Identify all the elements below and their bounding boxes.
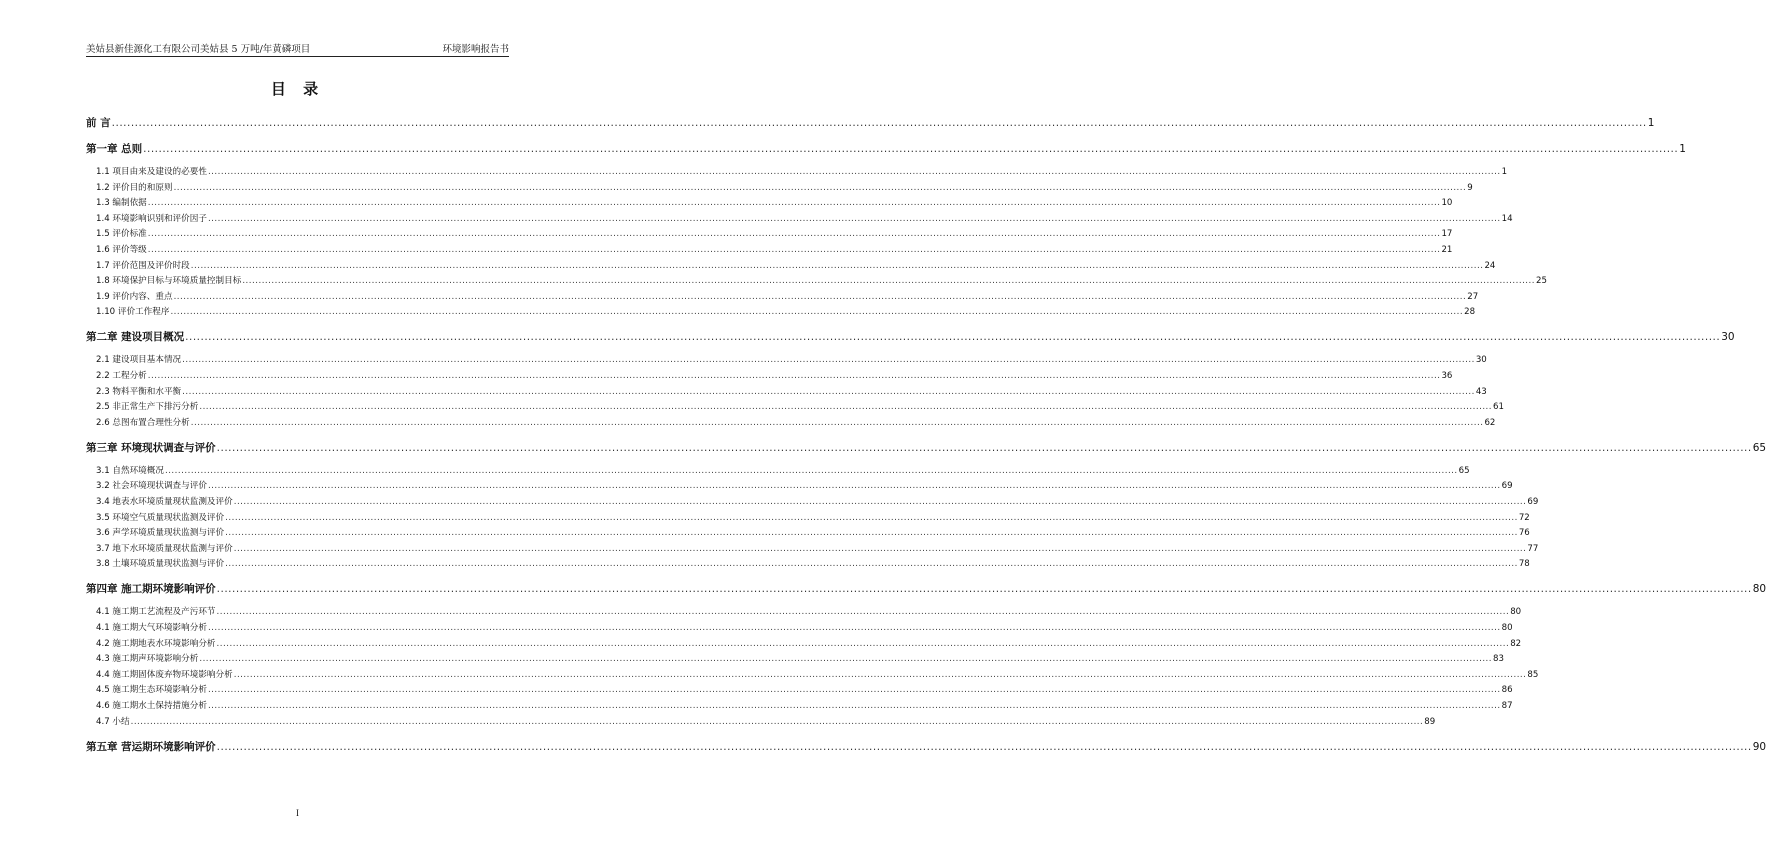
toc-entry-title: 3.8 土壤环境质量现状监测与评价 xyxy=(96,559,225,570)
toc-entry-title: 3.5 环境空气质量现状监测及评价 xyxy=(96,512,225,523)
toc-leader-dots: ................................................................................................................................................................................................................................................................................................................................................................................................................ xyxy=(233,669,1527,680)
toc-entry-page: 72 xyxy=(1518,512,1530,523)
toc-section-entry[interactable] xyxy=(86,274,1547,287)
toc-entry-title: 1.5 评价标准 xyxy=(96,229,147,240)
toc-entry-page: 83 xyxy=(1493,654,1504,665)
toc-entry-title: 4.1 施工期工艺流程及产污环节 xyxy=(96,607,216,618)
toc-entry-page: 80 xyxy=(1752,583,1766,596)
toc-entry-title: 2.3 物料平衡和水平衡 xyxy=(96,386,182,397)
toc-leader-dots: ................................................................................................................................................................................................................................................................................................................................................................................................................ xyxy=(216,607,1510,618)
toc-entry-page: 65 xyxy=(1752,441,1766,454)
toc-section-entry[interactable] xyxy=(86,621,1513,633)
toc-entry-page: 80 xyxy=(1501,623,1513,633)
toc-leader-dots: ................................................................................................................................................................................................................................................................................................................................................................................................................ xyxy=(111,117,1647,129)
toc-entry-page: 9 xyxy=(1467,182,1473,193)
toc-section-entry[interactable] xyxy=(86,668,1539,680)
toc-chapter-entry[interactable] xyxy=(86,329,1735,344)
toc-entry-page: 86 xyxy=(1501,685,1513,696)
toc-chapter-entry[interactable] xyxy=(86,115,1655,130)
toc-leader-dots: ................................................................................................................................................................................................................................................................................................................................................................................................................ xyxy=(216,740,1752,753)
toc-entry-page: 87 xyxy=(1501,701,1513,711)
toc-leader-dots: ................................................................................................................................................................................................................................................................................................................................................................................................................ xyxy=(190,260,1484,271)
toc-leader-dots: ................................................................................................................................................................................................................................................................................................................................................................................................................ xyxy=(130,716,1424,727)
toc-leader-dots: ................................................................................................................................................................................................................................................................................................................................................................................................................ xyxy=(147,229,1441,240)
toc-leader-dots: ................................................................................................................................................................................................................................................................................................................................................................................................................ xyxy=(207,623,1501,633)
toc-entry-title: 4.6 施工期水土保持措施分析 xyxy=(96,701,207,711)
toc-leader-dots: ................................................................................................................................................................................................................................................................................................................................................................................................................ xyxy=(199,654,1493,665)
toc-leader-dots: ................................................................................................................................................................................................................................................................................................................................................................................................................ xyxy=(147,245,1441,255)
toc-chapter-entry[interactable] xyxy=(86,440,1766,455)
toc-entry-title: 3.7 地下水环境质量现状监测与评价 xyxy=(96,543,233,554)
toc-entry-page: 61 xyxy=(1493,402,1504,413)
toc-section-entry[interactable] xyxy=(86,259,1496,271)
toc-entry-page: 90 xyxy=(1752,740,1766,753)
toc-leader-dots: ................................................................................................................................................................................................................................................................................................................................................................................................................ xyxy=(182,386,1475,397)
toc-entry-title: 3.6 声学环境质量现状监测与评价 xyxy=(96,528,225,539)
toc-leader-dots: ................................................................................................................................................................................................................................................................................................................................................................................................................ xyxy=(170,307,1464,318)
toc-leader-dots: ................................................................................................................................................................................................................................................................................................................................................................................................................ xyxy=(182,355,1475,366)
toc-entry-page: 30 xyxy=(1721,331,1735,344)
toc-entry-title: 1.6 评价等级 xyxy=(96,245,147,255)
toc-section-entry[interactable] xyxy=(86,652,1504,665)
toc-entry-title: 第一章 总则 xyxy=(86,143,143,155)
toc-entry-page: 30 xyxy=(1475,355,1487,366)
toc-section-entry[interactable] xyxy=(86,416,1496,428)
toc-entry-page: 1 xyxy=(1501,167,1508,177)
toc-entry-page: 85 xyxy=(1527,669,1539,680)
toc-section-entry[interactable] xyxy=(86,511,1530,523)
toc-entry-title: 2.1 建设项目基本情况 xyxy=(96,355,182,366)
toc-leader-dots: ................................................................................................................................................................................................................................................................................................................................................................................................................ xyxy=(143,143,1679,155)
toc-section-entry[interactable] xyxy=(86,243,1453,255)
toc-leader-dots: ................................................................................................................................................................................................................................................................................................................................................................................................................ xyxy=(147,371,1441,381)
toc-entry-page: 78 xyxy=(1518,559,1530,570)
toc-entry-page: 89 xyxy=(1424,716,1436,727)
toc-leader-dots: ................................................................................................................................................................................................................................................................................................................................................................................................................ xyxy=(233,497,1527,507)
toc-section-entry[interactable] xyxy=(86,181,1473,193)
toc-section-entry[interactable] xyxy=(86,605,1522,618)
toc-entry-title: 2.2 工程分析 xyxy=(96,371,147,381)
toc-section-entry[interactable] xyxy=(86,464,1470,476)
toc-entry-page: 80 xyxy=(1510,607,1522,618)
toc-chapter-entry[interactable] xyxy=(86,739,1766,754)
toc-entry-title: 1.1 项目由来及建设的必要性 xyxy=(96,167,207,177)
header-project-title: 美姑县新佳源化工有限公司美姑县 5 万吨/年黄磷项目 xyxy=(86,44,311,55)
toc-entry-page: 1 xyxy=(1679,143,1686,155)
toc-entry-page: 27 xyxy=(1467,291,1479,302)
toc-leader-dots: ................................................................................................................................................................................................................................................................................................................................................................................................................ xyxy=(207,213,1501,224)
toc-entry-page: 36 xyxy=(1441,371,1453,381)
toc-entry-title: 第二章 建设项目概况 xyxy=(86,331,185,344)
toc-entry-title: 1.4 环境影响识别和评价因子 xyxy=(96,213,207,224)
toc-entry-title: 4.1 施工期大气环境影响分析 xyxy=(96,623,207,633)
toc-section-entry[interactable] xyxy=(86,715,1436,727)
toc-leader-dots: ................................................................................................................................................................................................................................................................................................................................................................................................................ xyxy=(242,276,1535,287)
toc-section-entry[interactable] xyxy=(86,196,1453,209)
toc-entry-page: 24 xyxy=(1484,260,1496,271)
toc-section-entry[interactable] xyxy=(86,495,1539,507)
toc-leader-dots: ................................................................................................................................................................................................................................................................................................................................................................................................................ xyxy=(216,441,1752,454)
toc-entry-title: 前 言 xyxy=(86,117,111,129)
toc-entry-title: 3.4 地表水环境质量现状监测及评价 xyxy=(96,497,233,507)
toc-entry-page: 17 xyxy=(1441,229,1453,240)
toc-section-entry[interactable] xyxy=(86,699,1513,711)
toc-entry-title: 1.3 编制依据 xyxy=(96,198,147,209)
toc-entry-title: 4.4 施工期固体废弃物环境影响分析 xyxy=(96,669,233,680)
toc-chapter-entry[interactable] xyxy=(86,581,1766,596)
toc-leader-dots: ................................................................................................................................................................................................................................................................................................................................................................................................................ xyxy=(225,528,1518,539)
toc-entry-page: 76 xyxy=(1518,528,1530,539)
toc-title: 目 录 xyxy=(270,80,325,98)
toc-leader-dots: ................................................................................................................................................................................................................................................................................................................................................................................................................ xyxy=(207,685,1501,696)
toc-entry-title: 第四章 施工期环境影响评价 xyxy=(86,583,216,596)
toc-section-entry[interactable] xyxy=(86,290,1479,302)
toc-leader-dots: ................................................................................................................................................................................................................................................................................................................................................................................................................ xyxy=(173,291,1467,302)
toc-entry-page: 14 xyxy=(1501,213,1513,224)
toc-leader-dots: ................................................................................................................................................................................................................................................................................................................................................................................................................ xyxy=(185,331,1721,344)
toc-leader-dots: ................................................................................................................................................................................................................................................................................................................................................................................................................ xyxy=(207,167,1501,177)
toc-section-entry[interactable] xyxy=(86,400,1504,413)
toc-leader-dots: ................................................................................................................................................................................................................................................................................................................................................................................................................ xyxy=(207,701,1501,711)
toc-entry-page: 28 xyxy=(1464,307,1476,318)
toc-entry-title: 2.6 总图布置合理性分析 xyxy=(96,417,190,428)
toc-section-entry[interactable] xyxy=(86,526,1530,539)
toc-entry-page: 25 xyxy=(1536,276,1547,287)
toc-entry-title: 1.10 评价工作程序 xyxy=(96,307,170,318)
toc-entry-title: 4.5 施工期生态环境影响分析 xyxy=(96,685,207,696)
toc-entry-page: 43 xyxy=(1475,386,1487,397)
toc-entry-page: 21 xyxy=(1441,245,1453,255)
toc-chapter-entry[interactable] xyxy=(86,141,1686,156)
toc-section-entry[interactable] xyxy=(86,557,1530,570)
toc-leader-dots: ................................................................................................................................................................................................................................................................................................................................................................................................................ xyxy=(147,198,1441,209)
toc-section-entry[interactable] xyxy=(86,305,1476,318)
toc-entry-page: 1 xyxy=(1647,117,1655,129)
toc-section-entry[interactable] xyxy=(86,369,1453,381)
toc-entry-title: 1.2 评价目的和原则 xyxy=(96,182,173,193)
toc-entry-page: 69 xyxy=(1527,497,1539,507)
toc-leader-dots: ................................................................................................................................................................................................................................................................................................................................................................................................................ xyxy=(190,417,1484,428)
toc-entry-title: 1.9 评价内容、重点 xyxy=(96,291,173,302)
toc-entry-page: 65 xyxy=(1458,465,1470,476)
toc-section-entry[interactable] xyxy=(86,637,1522,649)
toc-section-entry[interactable] xyxy=(86,385,1487,397)
toc-entry-title: 3.1 自然环境概况 xyxy=(96,465,164,476)
toc-entry-page: 77 xyxy=(1527,543,1539,554)
toc-section-entry[interactable] xyxy=(86,353,1487,366)
toc-leader-dots: ................................................................................................................................................................................................................................................................................................................................................................................................................ xyxy=(173,182,1467,193)
toc-entry-title: 1.7 评价范围及评价时段 xyxy=(96,260,190,271)
page-number: I xyxy=(296,808,299,818)
toc-section-entry[interactable] xyxy=(86,227,1453,240)
running-header xyxy=(86,40,509,57)
toc-entry-page: 10 xyxy=(1441,198,1453,209)
toc-section-entry[interactable] xyxy=(86,212,1513,224)
toc-entry-page: 82 xyxy=(1510,638,1522,649)
toc-entry-page: 62 xyxy=(1484,417,1496,428)
toc-entry-title: 第三章 环境现状调查与评价 xyxy=(86,441,216,454)
toc-leader-dots: ................................................................................................................................................................................................................................................................................................................................................................................................................ xyxy=(164,465,1458,476)
toc-leader-dots: ................................................................................................................................................................................................................................................................................................................................................................................................................ xyxy=(207,481,1501,492)
toc-leader-dots: ................................................................................................................................................................................................................................................................................................................................................................................................................ xyxy=(225,559,1518,570)
toc-entry-title: 1.8 环境保护目标与环境质量控制目标 xyxy=(96,276,242,287)
toc-leader-dots: ................................................................................................................................................................................................................................................................................................................................................................................................................ xyxy=(216,638,1510,649)
toc-entry-page: 69 xyxy=(1501,481,1513,492)
toc-leader-dots: ................................................................................................................................................................................................................................................................................................................................................................................................................ xyxy=(233,543,1527,554)
toc-section-entry[interactable] xyxy=(86,479,1513,492)
toc-leader-dots: ................................................................................................................................................................................................................................................................................................................................................................................................................ xyxy=(216,583,1752,596)
header-report-type: 环境影响报告书 xyxy=(442,44,509,55)
toc-leader-dots: ................................................................................................................................................................................................................................................................................................................................................................................................................ xyxy=(225,512,1518,523)
toc-leader-dots: ................................................................................................................................................................................................................................................................................................................................................................................................................ xyxy=(199,402,1493,413)
toc-entry-title: 4.2 施工期地表水环境影响分析 xyxy=(96,638,216,649)
toc-entry-title: 4.3 施工期声环境影响分析 xyxy=(96,654,199,665)
toc-entry-title: 2.5 非正常生产下排污分析 xyxy=(96,402,199,413)
toc-entry-title: 3.2 社会环境现状调查与评价 xyxy=(96,481,207,492)
toc-entry-title: 4.7 小结 xyxy=(96,716,130,727)
toc-section-entry[interactable] xyxy=(86,165,1508,177)
toc-section-entry[interactable] xyxy=(86,683,1513,696)
toc-section-entry[interactable] xyxy=(86,542,1539,554)
toc-entry-title: 第五章 营运期环境影响评价 xyxy=(86,740,216,753)
